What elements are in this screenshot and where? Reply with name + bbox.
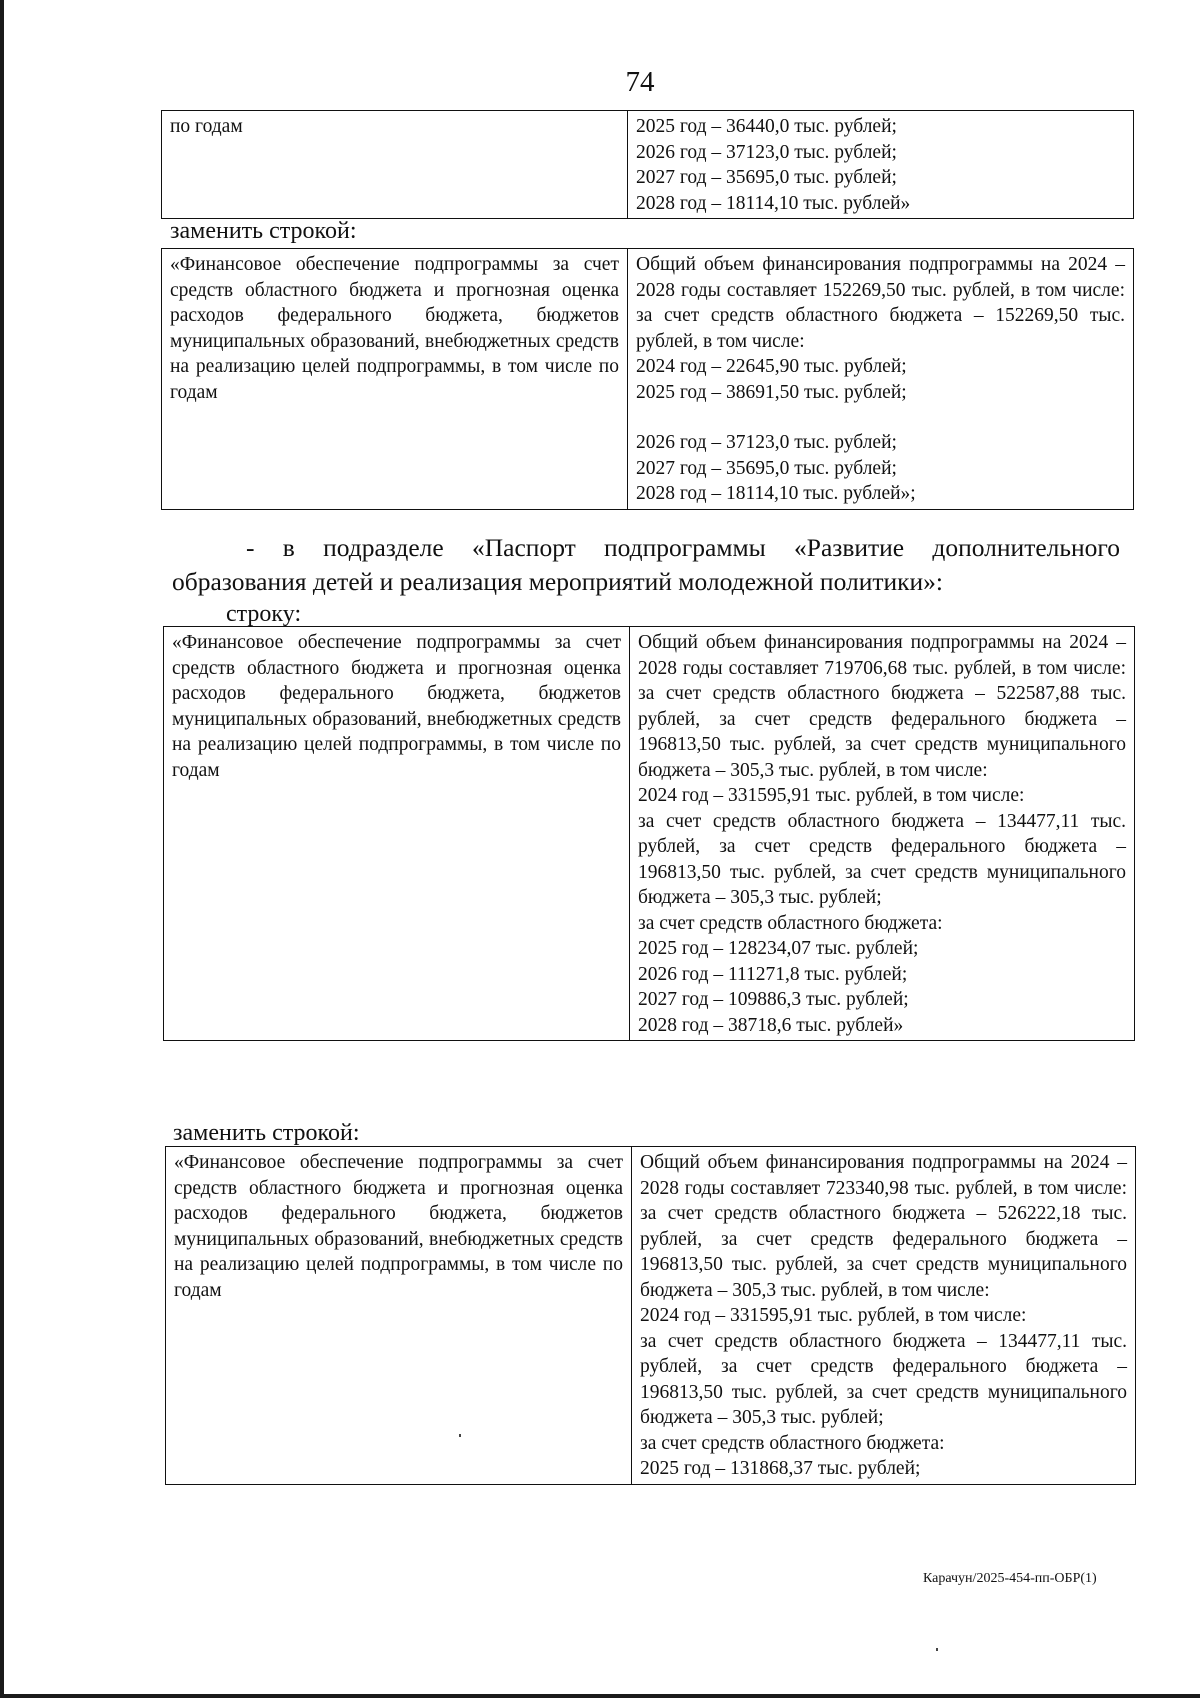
blank-line xyxy=(636,405,1125,430)
table-replacement-1 xyxy=(161,248,1134,510)
scan-speck xyxy=(459,1434,461,1437)
year-line: 2028 год – 38718,6 тыс. рублей» xyxy=(638,1014,904,1036)
year-line: 2026 год – 37123,0 тыс. рублей; xyxy=(636,141,897,163)
scan-edge-bottom xyxy=(0,1694,1200,1698)
table-cell-left: «Финансовое обеспечение подпрограммы за счет средств областного бюджета и прогнозная оценка расходов федерального бюджета, бюджетов муниципальных образований, внебюджетных средств на реализацию целей подпрограммы, в том числе по годам xyxy=(162,249,628,510)
table-row xyxy=(162,249,1134,510)
page-number: 74 xyxy=(625,66,655,98)
table-cell-right xyxy=(632,1147,1136,1485)
year-line: 2025 год – 128234,07 тыс. рублей; xyxy=(638,938,919,959)
financing-breakdown: за счет средств областного бюджета – 134477,11 тыс. рублей, за счет средств федерального бюджета – 196813,50 тыс. рублей, за счет средств муниципального бюджета – 305,3 тыс. рублей; xyxy=(638,810,1126,908)
caption-replace-2: заменить строкой: xyxy=(173,1120,360,1146)
table-cell-left: по годам xyxy=(162,111,628,219)
year-line: 2026 год – 111271,8 тыс. рублей; xyxy=(638,963,908,985)
financing-summary: Общий объем финансирования подпрограммы на 2024 – 2028 годы составляет 719706,68 тыс. рублей, в том числе: за счет средств областного бюджета – 522587,88 тыс. рублей, за счет средств федерального бюджета – 196813,50 тыс. рублей, за счет средств муниципального бюджета – 305,3 тыс. рублей, в том числе: xyxy=(638,632,1126,781)
caption-row: строку: xyxy=(226,601,302,627)
financing-breakdown: за счет средств областного бюджета – 134477,11 тыс. рублей, за счет средств федерального бюджета – 196813,50 тыс. рублей, за счет средств муниципального бюджета – 305,3 тыс. рублей; xyxy=(640,1330,1127,1428)
table-cell-left: «Финансовое обеспечение подпрограммы за счет средств областного бюджета и прогнозная оценка расходов федерального бюджета, бюджетов муниципальных образований, внебюджетных средств на реализацию целей подпрограммы, в том числе по годам xyxy=(166,1147,632,1485)
year-line: 2027 год – 35695,0 тыс. рублей; xyxy=(636,457,897,479)
year-line: 2024 год – 331595,91 тыс. рублей, в том числе: xyxy=(638,785,1025,806)
budget-label: за счет средств областного бюджета: xyxy=(638,912,943,934)
table-cell-left: «Финансовое обеспечение подпрограммы за счет средств областного бюджета и прогнозная оценка расходов федерального бюджета, бюджетов муниципальных образований, внебюджетных средств на реализацию целей подпрограммы, в том числе по годам xyxy=(164,627,630,1041)
table-cell-right xyxy=(630,627,1135,1041)
year-line: 2027 год – 35695,0 тыс. рублей; xyxy=(636,167,897,188)
table-row xyxy=(162,111,1134,219)
financing-summary: Общий объем финансирования подпрограммы на 2024 – 2028 годы составляет 723340,98 тыс. рублей, в том числе: за счет средств областного бюджета – 526222,18 тыс. рублей, за счет средств федерального бюджета – 196813,50 тыс. рублей, за счет средств муниципального бюджета – 305,3 тыс. рублей, в том числе: xyxy=(640,1152,1127,1301)
table-cell-right xyxy=(628,249,1134,510)
year-line: 2025 год – 131868,37 тыс. рублей; xyxy=(640,1458,921,1479)
year-line: 2027 год – 109886,3 тыс. рублей; xyxy=(638,989,909,1010)
scan-edge-left xyxy=(0,0,4,1698)
table-continuation xyxy=(161,110,1134,219)
year-line: 2024 год – 331595,91 тыс. рублей, в том числе: xyxy=(640,1305,1027,1326)
year-line: 2028 год – 18114,10 тыс. рублей»; xyxy=(636,483,916,504)
year-line: 2025 год – 38691,50 тыс. рублей; xyxy=(636,381,907,403)
table-cell-right xyxy=(628,111,1134,219)
year-line: 2024 год – 22645,90 тыс. рублей; xyxy=(636,356,907,377)
year-line: 2028 год – 18114,10 тыс. рублей» xyxy=(636,192,911,214)
budget-label: за счет средств областного бюджета: xyxy=(640,1432,945,1454)
year-line: 2026 год – 37123,0 тыс. рублей; xyxy=(636,432,897,453)
section-paragraph: - в подразделе «Паспорт подпрограммы «Развитие дополнительного образования детей и реализация мероприятий молодежной политики»: xyxy=(172,533,1120,596)
table-current-row xyxy=(163,626,1135,1041)
caption-replace-1: заменить строкой: xyxy=(170,218,357,244)
table-row xyxy=(164,627,1135,1041)
year-line: 2025 год – 36440,0 тыс. рублей; xyxy=(636,116,897,137)
scan-speck xyxy=(936,1648,938,1651)
table-row xyxy=(166,1147,1136,1485)
table-replacement-2 xyxy=(165,1146,1136,1485)
financing-summary: Общий объем финансирования подпрограммы на 2024 – 2028 годы составляет 152269,50 тыс. рублей, в том числе: за счет средств областного бюджета – 152269,50 тыс. рублей, в том числе: xyxy=(636,254,1125,352)
footer-reference: Карачун/2025-454-пп-ОБР(1) xyxy=(923,1571,1097,1586)
